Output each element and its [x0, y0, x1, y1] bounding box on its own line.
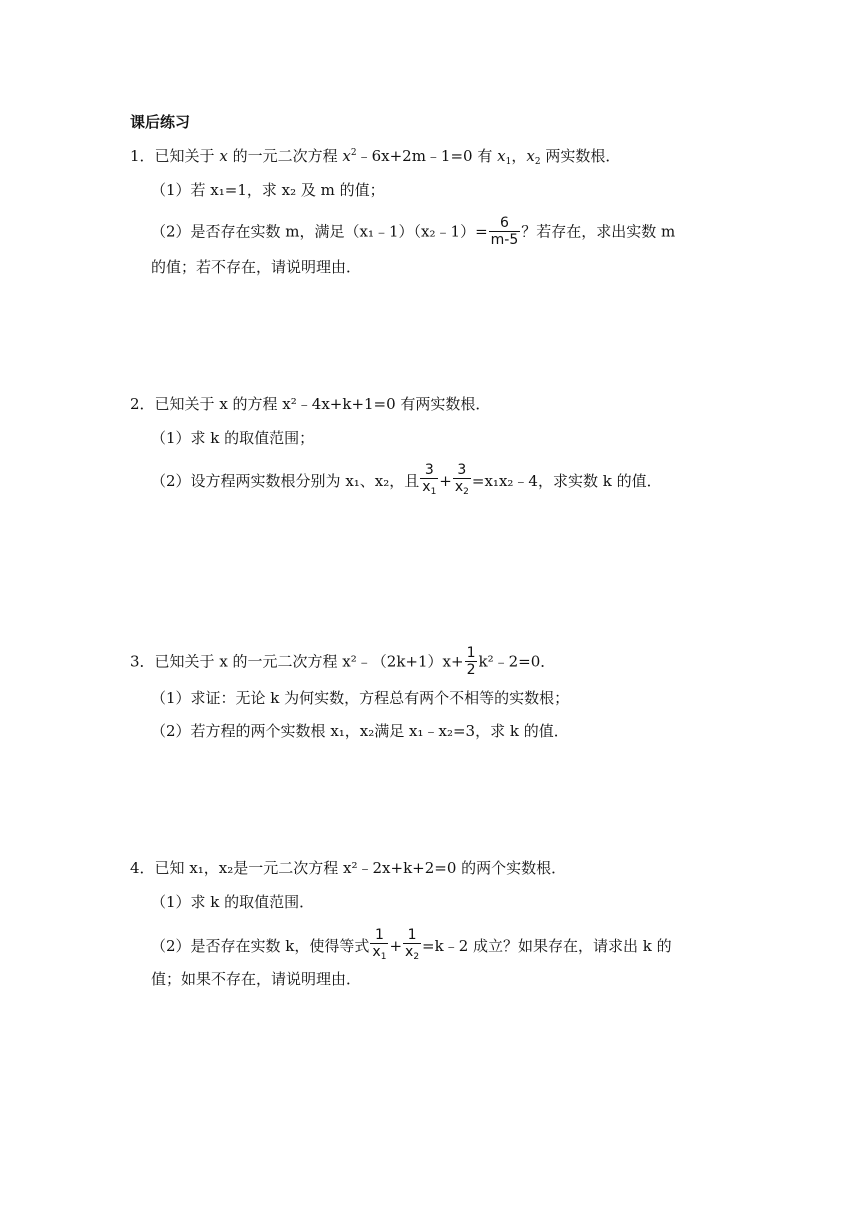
q3-part1: （1）求证：无论 k 为何实数，方程总有两个不相等的实数根； [151, 689, 570, 707]
q1-part1: （1）若 x₁=1，求 x₂ 及 m 的值； [151, 181, 385, 199]
section-heading: 课后练习 [130, 113, 191, 131]
q1-stem-text-a: 已知关于 [154, 147, 215, 165]
q4-plus: + [389, 937, 403, 955]
q1-part2-text-a: （2）是否存在实数 m，满足（x₁﹣1）（x₂﹣1）= [151, 222, 488, 241]
q1-var: x [219, 147, 228, 165]
q2-fraction-2-denominator: $x_2$ [453, 478, 471, 501]
q1-eq-rest: ﹣6x+2m﹣1=0 [356, 147, 473, 165]
q1-stem-text-c: 有 [477, 147, 493, 165]
q2-number: 2． [130, 395, 155, 413]
q4-part2 [151, 928, 672, 966]
q1-part2-text-b: ？若存在，求出实数 m [521, 222, 676, 241]
q2-fraction-2-numerator: 3 [457, 462, 467, 478]
q2-fraction-1-numerator: 3 [424, 462, 434, 478]
q1-fraction-denominator: m-5 [490, 232, 519, 248]
q4-stem-text: 已知 x₁，x₂是一元二次方程 x²﹣2x+k+2=0 的两个实数根． [154, 859, 567, 877]
q1-stem [130, 146, 620, 166]
q3-fraction-denominator: 2 [466, 662, 476, 678]
q1-root2: x [526, 147, 535, 165]
q2-stem-text: 已知关于 x 的方程 x²﹣4x+k+1=0 有两实数根． [154, 395, 491, 413]
q3-stem-text-b: k²﹣2=0． [478, 652, 556, 671]
q3-fraction-numerator: 1 [466, 645, 476, 661]
q2-fraction-2 [453, 463, 471, 501]
q3-stem-text-a: 已知关于 x 的一元二次方程 x²﹣（2k+1）x+ [154, 652, 464, 671]
q1-root1-sub: 1 [505, 157, 512, 167]
q4-fraction-1-numerator: 1 [374, 927, 384, 943]
q1-fraction-numerator: 6 [499, 215, 509, 231]
q2-part2-text-a: （2）设方程两实数根分别为 x₁、x₂，且 [151, 472, 420, 490]
q2-stem [130, 394, 490, 414]
q3-stem [130, 646, 555, 679]
q3-number: 3． [130, 652, 155, 671]
q4-fraction-1 [370, 928, 388, 966]
q1-eq-square: 2 [350, 148, 357, 158]
q4-part2-text-b: =k﹣2 成立？如果存在，请求出 k 的 [422, 937, 672, 955]
q4-fraction-1-denominator: $x_1$ [370, 943, 388, 966]
q1-fraction [489, 216, 521, 249]
q4-fraction-2-denominator: $x_2$ [403, 943, 421, 966]
q4-fraction-2-numerator: 1 [407, 927, 417, 943]
q1-comma: ， [511, 147, 527, 165]
q4-part2-text-a: （2）是否存在实数 k，使得等式 [151, 937, 370, 955]
q1-part2-continued: 的值；若不存在，请说明理由． [151, 258, 362, 276]
q1-root2-sub: 2 [534, 157, 541, 167]
q2-part1: （1）求 k 的取值范围； [151, 429, 315, 447]
q3-fraction [465, 646, 478, 679]
q4-part1: （1）求 k 的取值范围． [151, 893, 315, 911]
q2-fraction-1 [420, 463, 438, 501]
q4-part2-continued: 值；如果不存在，请说明理由． [151, 970, 362, 988]
q3-part2: （2）若方程的两个实数根 x₁，x₂满足 x₁﹣x₂=3，求 k 的值． [151, 722, 569, 740]
q1-stem-text-d: 两实数根． [545, 147, 621, 165]
q1-stem-text-b: 的一元二次方程 [232, 147, 338, 165]
q4-number: 4． [130, 859, 155, 877]
q1-root1: x [497, 147, 506, 165]
q2-plus: + [439, 472, 452, 490]
q1-number: 1． [130, 147, 155, 165]
q1-eq-x: x [342, 147, 351, 165]
q1-part2 [151, 216, 675, 249]
q2-fraction-1-denominator: $x_1$ [420, 478, 438, 501]
q2-part2 [151, 463, 662, 501]
q2-part2-text-b: =x₁x₂﹣4，求实数 k 的值． [471, 472, 662, 490]
q4-stem [130, 858, 566, 878]
q4-fraction-2 [403, 928, 421, 966]
